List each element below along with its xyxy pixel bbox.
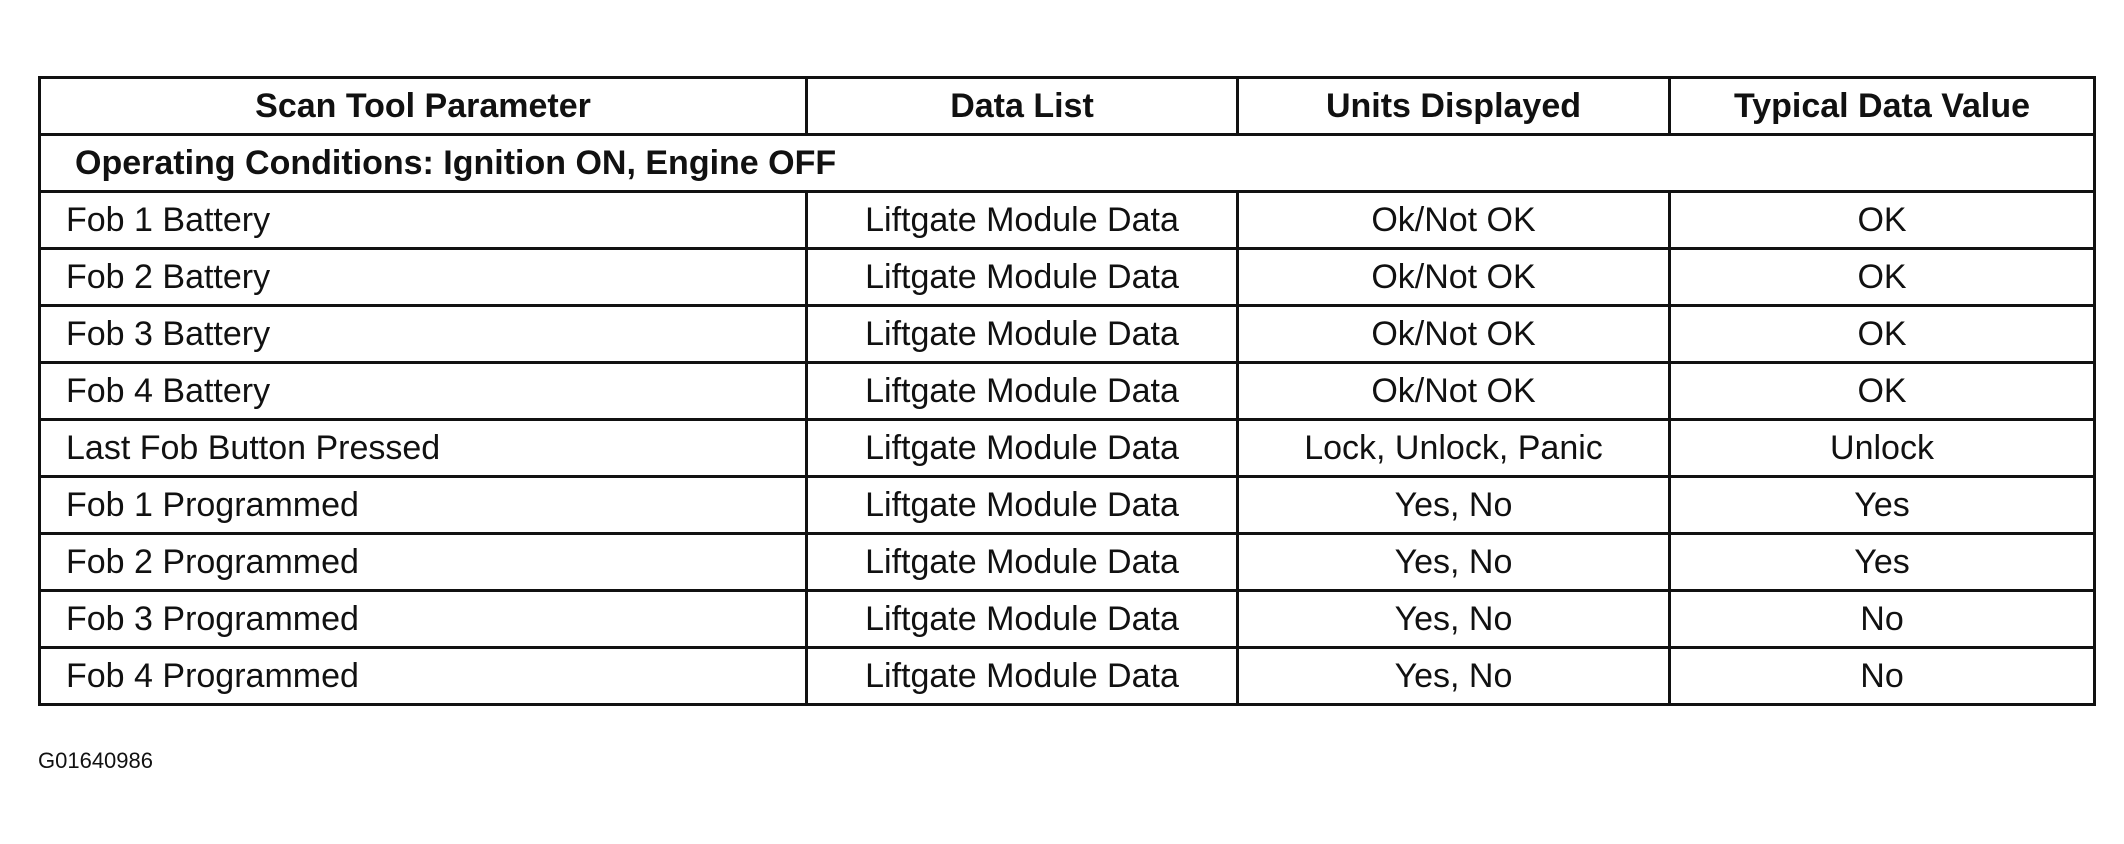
figure-code: G01640986 xyxy=(38,748,153,773)
cell-units: Ok/Not OK xyxy=(1238,192,1670,249)
cell-data-list: Liftgate Module Data xyxy=(807,591,1238,648)
cell-typical-value: OK xyxy=(1670,249,2095,306)
table-row xyxy=(40,306,2095,363)
table-row xyxy=(40,192,2095,249)
table-row xyxy=(40,249,2095,306)
cell-units: Ok/Not OK xyxy=(1238,306,1670,363)
table-row xyxy=(40,420,2095,477)
cell-data-list: Liftgate Module Data xyxy=(807,363,1238,420)
cell-parameter: Last Fob Button Pressed xyxy=(40,420,807,477)
table-row xyxy=(40,363,2095,420)
table-row xyxy=(40,477,2095,534)
cell-units: Yes, No xyxy=(1238,648,1670,705)
cell-parameter: Fob 1 Programmed xyxy=(40,477,807,534)
cell-parameter: Fob 3 Programmed xyxy=(40,591,807,648)
cell-parameter: Fob 4 Programmed xyxy=(40,648,807,705)
table-row xyxy=(40,591,2095,648)
header-units-displayed: Units Displayed xyxy=(1238,78,1670,135)
header-typical-data-value: Typical Data Value xyxy=(1670,78,2095,135)
cell-typical-value: Unlock xyxy=(1670,420,2095,477)
cell-units: Lock, Unlock, Panic xyxy=(1238,420,1670,477)
scan-tool-data-table xyxy=(38,76,2096,706)
cell-units: Ok/Not OK xyxy=(1238,249,1670,306)
cell-typical-value: No xyxy=(1670,591,2095,648)
header-row xyxy=(40,78,2095,135)
cell-data-list: Liftgate Module Data xyxy=(807,420,1238,477)
cell-typical-value: OK xyxy=(1670,306,2095,363)
cell-units: Ok/Not OK xyxy=(1238,363,1670,420)
cell-parameter: Fob 1 Battery xyxy=(40,192,807,249)
cell-data-list: Liftgate Module Data xyxy=(807,477,1238,534)
section-row xyxy=(40,135,2095,192)
cell-typical-value: Yes xyxy=(1670,534,2095,591)
header-scan-tool-parameter: Scan Tool Parameter xyxy=(40,78,807,135)
cell-data-list: Liftgate Module Data xyxy=(807,249,1238,306)
cell-units: Yes, No xyxy=(1238,591,1670,648)
operating-conditions-label: Operating Conditions: Ignition ON, Engine OFF xyxy=(40,135,2095,192)
table-row xyxy=(40,648,2095,705)
cell-typical-value: Yes xyxy=(1670,477,2095,534)
cell-typical-value: No xyxy=(1670,648,2095,705)
cell-units: Yes, No xyxy=(1238,477,1670,534)
cell-parameter: Fob 2 Programmed xyxy=(40,534,807,591)
cell-units: Yes, No xyxy=(1238,534,1670,591)
cell-parameter: Fob 3 Battery xyxy=(40,306,807,363)
cell-typical-value: OK xyxy=(1670,363,2095,420)
cell-data-list: Liftgate Module Data xyxy=(807,648,1238,705)
cell-parameter: Fob 4 Battery xyxy=(40,363,807,420)
cell-parameter: Fob 2 Battery xyxy=(40,249,807,306)
table-row xyxy=(40,534,2095,591)
cell-data-list: Liftgate Module Data xyxy=(807,306,1238,363)
cell-data-list: Liftgate Module Data xyxy=(807,192,1238,249)
cell-typical-value: OK xyxy=(1670,192,2095,249)
cell-data-list: Liftgate Module Data xyxy=(807,534,1238,591)
header-data-list: Data List xyxy=(807,78,1238,135)
